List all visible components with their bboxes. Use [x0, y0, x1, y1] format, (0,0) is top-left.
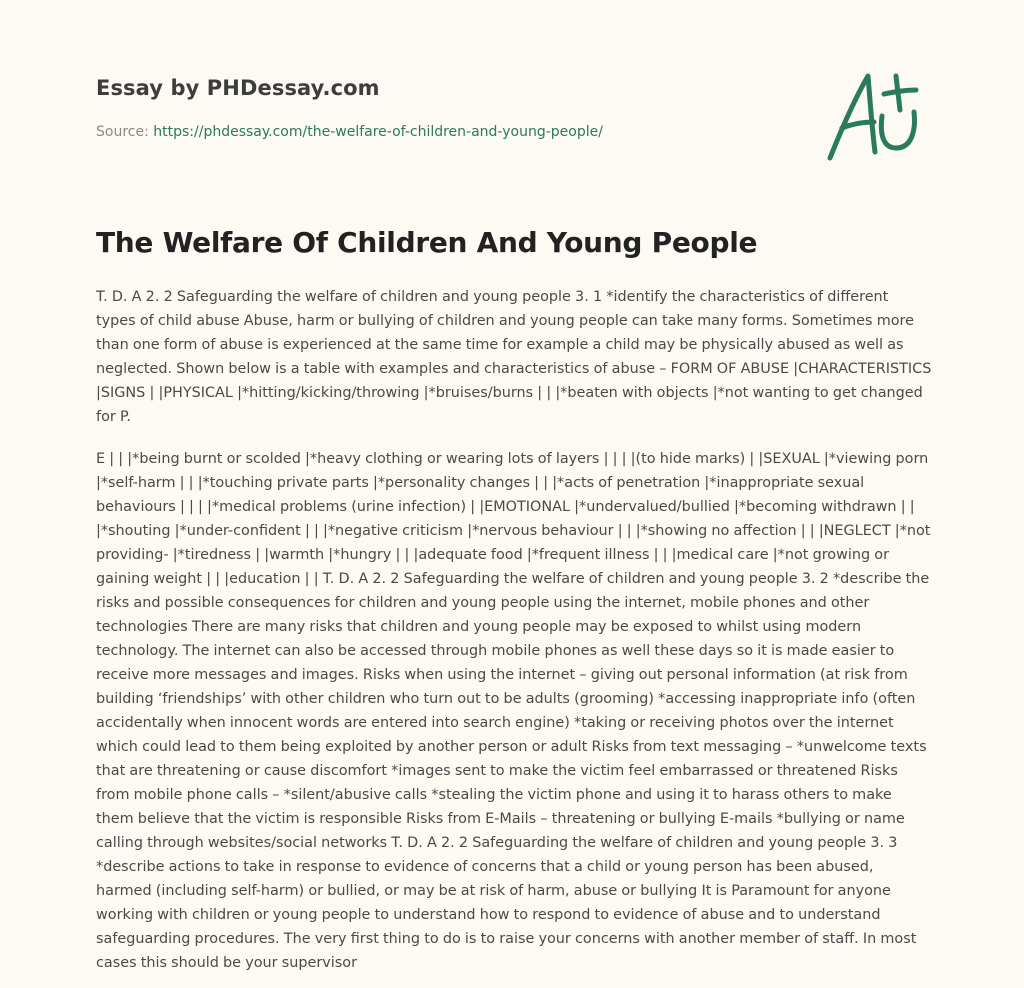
essay-title: The Welfare Of Children And Young People: [96, 226, 758, 259]
source-link[interactable]: https://phdessay.com/the-welfare-of-children-and-young-people/: [153, 124, 603, 140]
a-plus-grade-icon: [820, 66, 930, 166]
essay-paragraph: T. D. A 2. 2 Safeguarding the welfare of children and young people 3. 1 *identify the characteristics of different types of child abuse Abuse, harm or bullying of children and young people can take many forms. Sometimes more than one form of abuse is experienced at the same time for example a child may be physically abused as well as neglected. Shown below is a table with examples and characteristics of abuse – FORM OF ABUSE |CHARACTERISTICS |SIGNS | |PHYSICAL |*hitting/kicking/throwing |*bruises/burns | | |*beaten with objects |*not wanting to get changed for P.: [96, 289, 932, 425]
essay-paragraph: E | | |*being burnt or scolded |*heavy clothing or wearing lots of layers | | | |(to hide marks) | |SEXUAL |*viewing porn |*self-harm | | |*touching private parts |*personality changes | | |*acts of penetration |*inappropriate sexual behaviours | | | |*medical problems (urine infection) | |EMOTIONAL |*undervalued/bullied |*becoming withdrawn | | |*shouting |*under-confident | | |*negative criticism |*nervous behaviour | | |*showing no affection | | |NEGLECT |*not providing- |*tiredness | |warmth |*hungry | | |adequate food |*frequent illness | | |medical care |*not growing or gaining weight | | |education | | T. D. A 2. 2 Safeguarding the welfare of children and young people 3. 2 *describe the risks and possible consequences for children and young people using the internet, mobile phones and other technologies There are many risks that children and young people may be exposed to whilst using modern technology. The internet can also be accessed through mobile phones as well these days so it is made easier to receive more messages and images. Risks when using the internet – giving out personal information (at risk from building ‘friendships’ with other children who turn out to be adults (grooming) *accessing inappropriate info (often accidentally when innocent words are entered into search engine) *taking or receiving photos over the internet which could lead to them being exploited by another person or adult Risks from text messaging – *unwelcome texts that are threatening or cause discomfort *images sent to make the victim feel embarrassed or threatened Risks from mobile phone calls – *silent/abusive calls *stealing the victim phone and using it to harass others to make them believe that the victim is responsible Risks from E-Mails – threatening or bullying E-mails *bullying or name calling through websites/social networks T. D. A 2. 2 Safeguarding the welfare of children and young people 3. 3 *describe actions to take in response to evidence of concerns that a child or young person has been abused, harmed (including self-harm) or bullied, or may be at risk of harm, abuse or bullying It is Paramount for anyone working with children or young people to understand how to respond to evidence of abuse and to understand safeguarding procedures. The very first thing to do is to raise your concerns with another member of staff. In most cases this should be your supervisor: [96, 451, 931, 971]
source-line: [96, 124, 603, 140]
site-brand: Essay by PHDessay.com: [96, 76, 380, 100]
source-label: Source:: [96, 124, 154, 140]
essay-body: [96, 285, 932, 988]
